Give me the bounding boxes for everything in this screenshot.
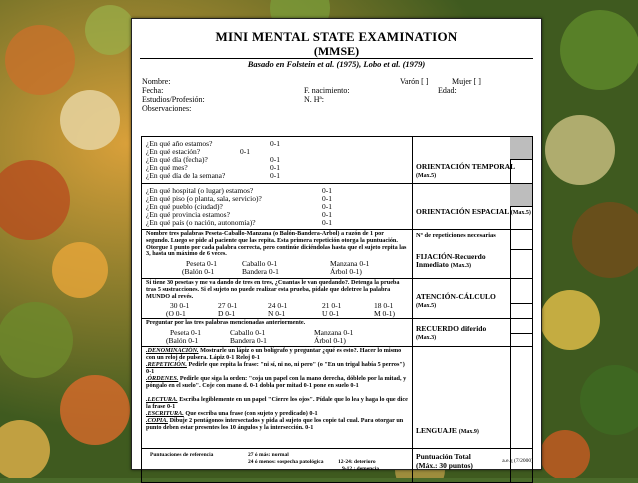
- ref-demencia: 9-12 : demencia: [342, 466, 379, 472]
- label-fijacion: FIJACIÓN-Recuerdo Inmediato (Max.3): [416, 252, 486, 269]
- mundo-n[interactable]: N 0-1: [268, 309, 286, 318]
- recuerdo-balon[interactable]: (Balón 0-1: [166, 336, 199, 345]
- fijacion-balon[interactable]: (Balón 0-1: [182, 267, 215, 276]
- label-recuerdo: RECUERDO diferido (Max.3): [416, 324, 487, 341]
- score-mes[interactable]: 0-1: [270, 163, 280, 172]
- calc-27[interactable]: 27 0-1: [218, 301, 238, 310]
- label-atencion: ATENCIÓN-CÁLCULO (Max.5): [416, 292, 496, 309]
- label-espacial: ORIENTACIÓN ESPACIAL (Max.5): [416, 207, 531, 216]
- fijacion-manzana[interactable]: Manzana 0-1: [330, 259, 370, 268]
- lenguaje-copia: .COPIA. Dibuje 2 pentágonos intersectados y pida al sujeto que los copie tal cual. Para otorgar un punto deben estar presentes los 10 ángulos y la intersección. 0-1: [146, 417, 404, 431]
- calc-18[interactable]: 18 0-1: [374, 301, 394, 310]
- fijacion-caballo[interactable]: Caballo 0-1: [242, 259, 278, 268]
- score-estacion[interactable]: 0-1: [240, 147, 250, 156]
- q-piso: ¿En qué piso (o planta, sala, servicio)?: [146, 194, 262, 203]
- field-nombre[interactable]: Nombre:: [142, 77, 171, 86]
- score-pueblo[interactable]: 0-1: [322, 202, 332, 211]
- mundo-d[interactable]: D 0-1: [218, 309, 236, 318]
- ref-deterioro: 12-24: deterioro: [338, 459, 376, 465]
- field-f-nacimiento[interactable]: F. nacimiento:: [304, 86, 350, 95]
- fijacion-arbol[interactable]: Árbol 0-1): [330, 267, 362, 276]
- q-mes: ¿En qué mes?: [146, 163, 188, 172]
- score-pais[interactable]: 0-1: [322, 218, 332, 227]
- ref-normal: 27 ó más: normal: [248, 452, 289, 458]
- recuerdo-manzana[interactable]: Manzana 0-1: [314, 328, 354, 337]
- score-anio[interactable]: 0-1: [270, 139, 280, 148]
- field-estudios[interactable]: Estudios/Profesión:: [142, 95, 205, 104]
- label-repeticiones: Nº de repeticiones necesarias: [416, 232, 496, 239]
- field-fecha[interactable]: Fecha:: [142, 86, 164, 95]
- calc-21[interactable]: 21 0-1: [322, 301, 342, 310]
- label-temporal: ORIENTACIÓN TEMPORAL (Max.5): [416, 162, 515, 179]
- q-provincia: ¿En qué provincia estamos?: [146, 210, 230, 219]
- mmse-form: [131, 18, 542, 470]
- score-hospital[interactable]: 0-1: [322, 186, 332, 195]
- mundo-o[interactable]: (O 0-1: [166, 309, 186, 318]
- field-edad[interactable]: Edad:: [438, 86, 457, 95]
- form-acronym: (MMSE): [313, 44, 360, 58]
- score-dia[interactable]: 0-1: [270, 155, 280, 164]
- q-anio: ¿En qué año estamos?: [146, 139, 213, 148]
- recuerdo-instructions: Preguntar por las tres palabras mencionadas anteriormente.: [146, 319, 306, 326]
- fijacion-peseta[interactable]: Peseta 0-1: [186, 259, 218, 268]
- ref-label: Puntuaciones de referencia: [150, 452, 214, 458]
- recuerdo-bandera[interactable]: Bandera 0-1: [230, 336, 267, 345]
- score-piso[interactable]: 0-1: [322, 194, 332, 203]
- form-subtitle: Basado en Folstein et al. (1975), Lobo et al. (1979): [247, 59, 426, 69]
- lenguaje-lectura: .LECTURA. Escriba legiblemente en un papel "Cierre los ojos". Pídale que lo lea y haga lo que dice la frase 0-1: [146, 396, 408, 410]
- fijacion-bandera[interactable]: Bandera 0-1: [242, 267, 279, 276]
- lenguaje-escritura: .ESCRITURA. Que escriba una frase (con sujeto y predicado) 0-1: [146, 410, 318, 417]
- score-dia-semana[interactable]: 0-1: [270, 171, 280, 180]
- calc-30[interactable]: 30 0-1: [170, 301, 190, 310]
- lenguaje-repeticion: .REPETICIÓN. Pedirle que repita la frase: "ni sí, ni no, ni pero" (o "En un trigal había 5 perros") 0-1: [146, 361, 405, 375]
- field-varon[interactable]: Varón [ ]: [400, 77, 429, 86]
- q-hospital: ¿En qué hospital (o lugar) estamos?: [146, 186, 254, 195]
- recuerdo-caballo[interactable]: Caballo 0-1: [230, 328, 266, 337]
- mundo-m[interactable]: M 0-1): [374, 309, 396, 318]
- q-estacion: ¿En qué estación?: [146, 147, 201, 156]
- recuerdo-arbol[interactable]: Árbol 0-1): [314, 336, 346, 345]
- version-code: a.e.g (7/2000): [502, 458, 533, 464]
- mundo-u[interactable]: U 0-1: [322, 309, 340, 318]
- ref-sospecha: 24 ó menos: sospecha patológica: [248, 459, 324, 465]
- form-title: MINI MENTAL STATE EXAMINATION: [215, 29, 458, 44]
- field-observaciones[interactable]: Observaciones:: [142, 104, 192, 113]
- lenguaje-denominacion: .DENOMINACIÓN. Mostrarle un lápiz o un bolígrafo y preguntar ¿qué es esto?. Hacer lo mismo con un reloj de pulsera. Lápiz 0-1 Reloj 0-1: [146, 347, 402, 361]
- q-dia: ¿En qué día (fecha)?: [146, 155, 208, 164]
- recuerdo-peseta[interactable]: Peseta 0-1: [170, 328, 202, 337]
- field-mujer[interactable]: Mujer [ ]: [452, 77, 481, 86]
- calc-24[interactable]: 24 0-1: [268, 301, 288, 310]
- label-total: Puntuación Total: [416, 452, 471, 461]
- fijacion-instructions: Nombre tres palabras Peseta-Caballo-Manzana (o Balón-Bandera-Arbol) a razón de 1 por segundo. Luego se pide al paciente que las repita. Esta primera repetición otorga la puntuación. Otorgue 1 punto por cada palabra correcta, pero continúe diciéndolas hasta que el sujeto repita las 3, hasta un máximo de 6 veces.: [146, 230, 407, 258]
- q-pueblo: ¿En qué pueblo (ciudad)?: [146, 202, 223, 211]
- score-table: [141, 136, 533, 483]
- q-dia-semana: ¿En qué día de la semana?: [146, 171, 226, 180]
- atencion-instructions: Si tiene 30 pesetas y me va dando de tres en tres, ¿Cuantas le van quedando?. Detenga la prueba tras 5 sustracciones. Si el sujeto no puede realizar esta prueba, pídale que deletree la palabra MUNDO al revés.: [146, 279, 400, 300]
- field-nhc[interactable]: N. Hª:: [304, 95, 324, 104]
- q-pais: ¿En qué país (o nación, autonomía)?: [146, 218, 256, 227]
- lenguaje-ordenes: .ÓRDENES. Pedirle que siga la orden: "coja un papel con la mano derecha, dóblelo por la mitad, y póngalo en el suelo". Coje con mano d. 0-1 dobla por mitad 0-1 pone en suelo 0-1: [146, 375, 407, 389]
- label-lenguaje: LENGUAJE (Max.9): [416, 426, 479, 435]
- label-total-max: (Máx.: 30 puntos): [416, 461, 473, 470]
- score-provincia[interactable]: 0-1: [322, 210, 332, 219]
